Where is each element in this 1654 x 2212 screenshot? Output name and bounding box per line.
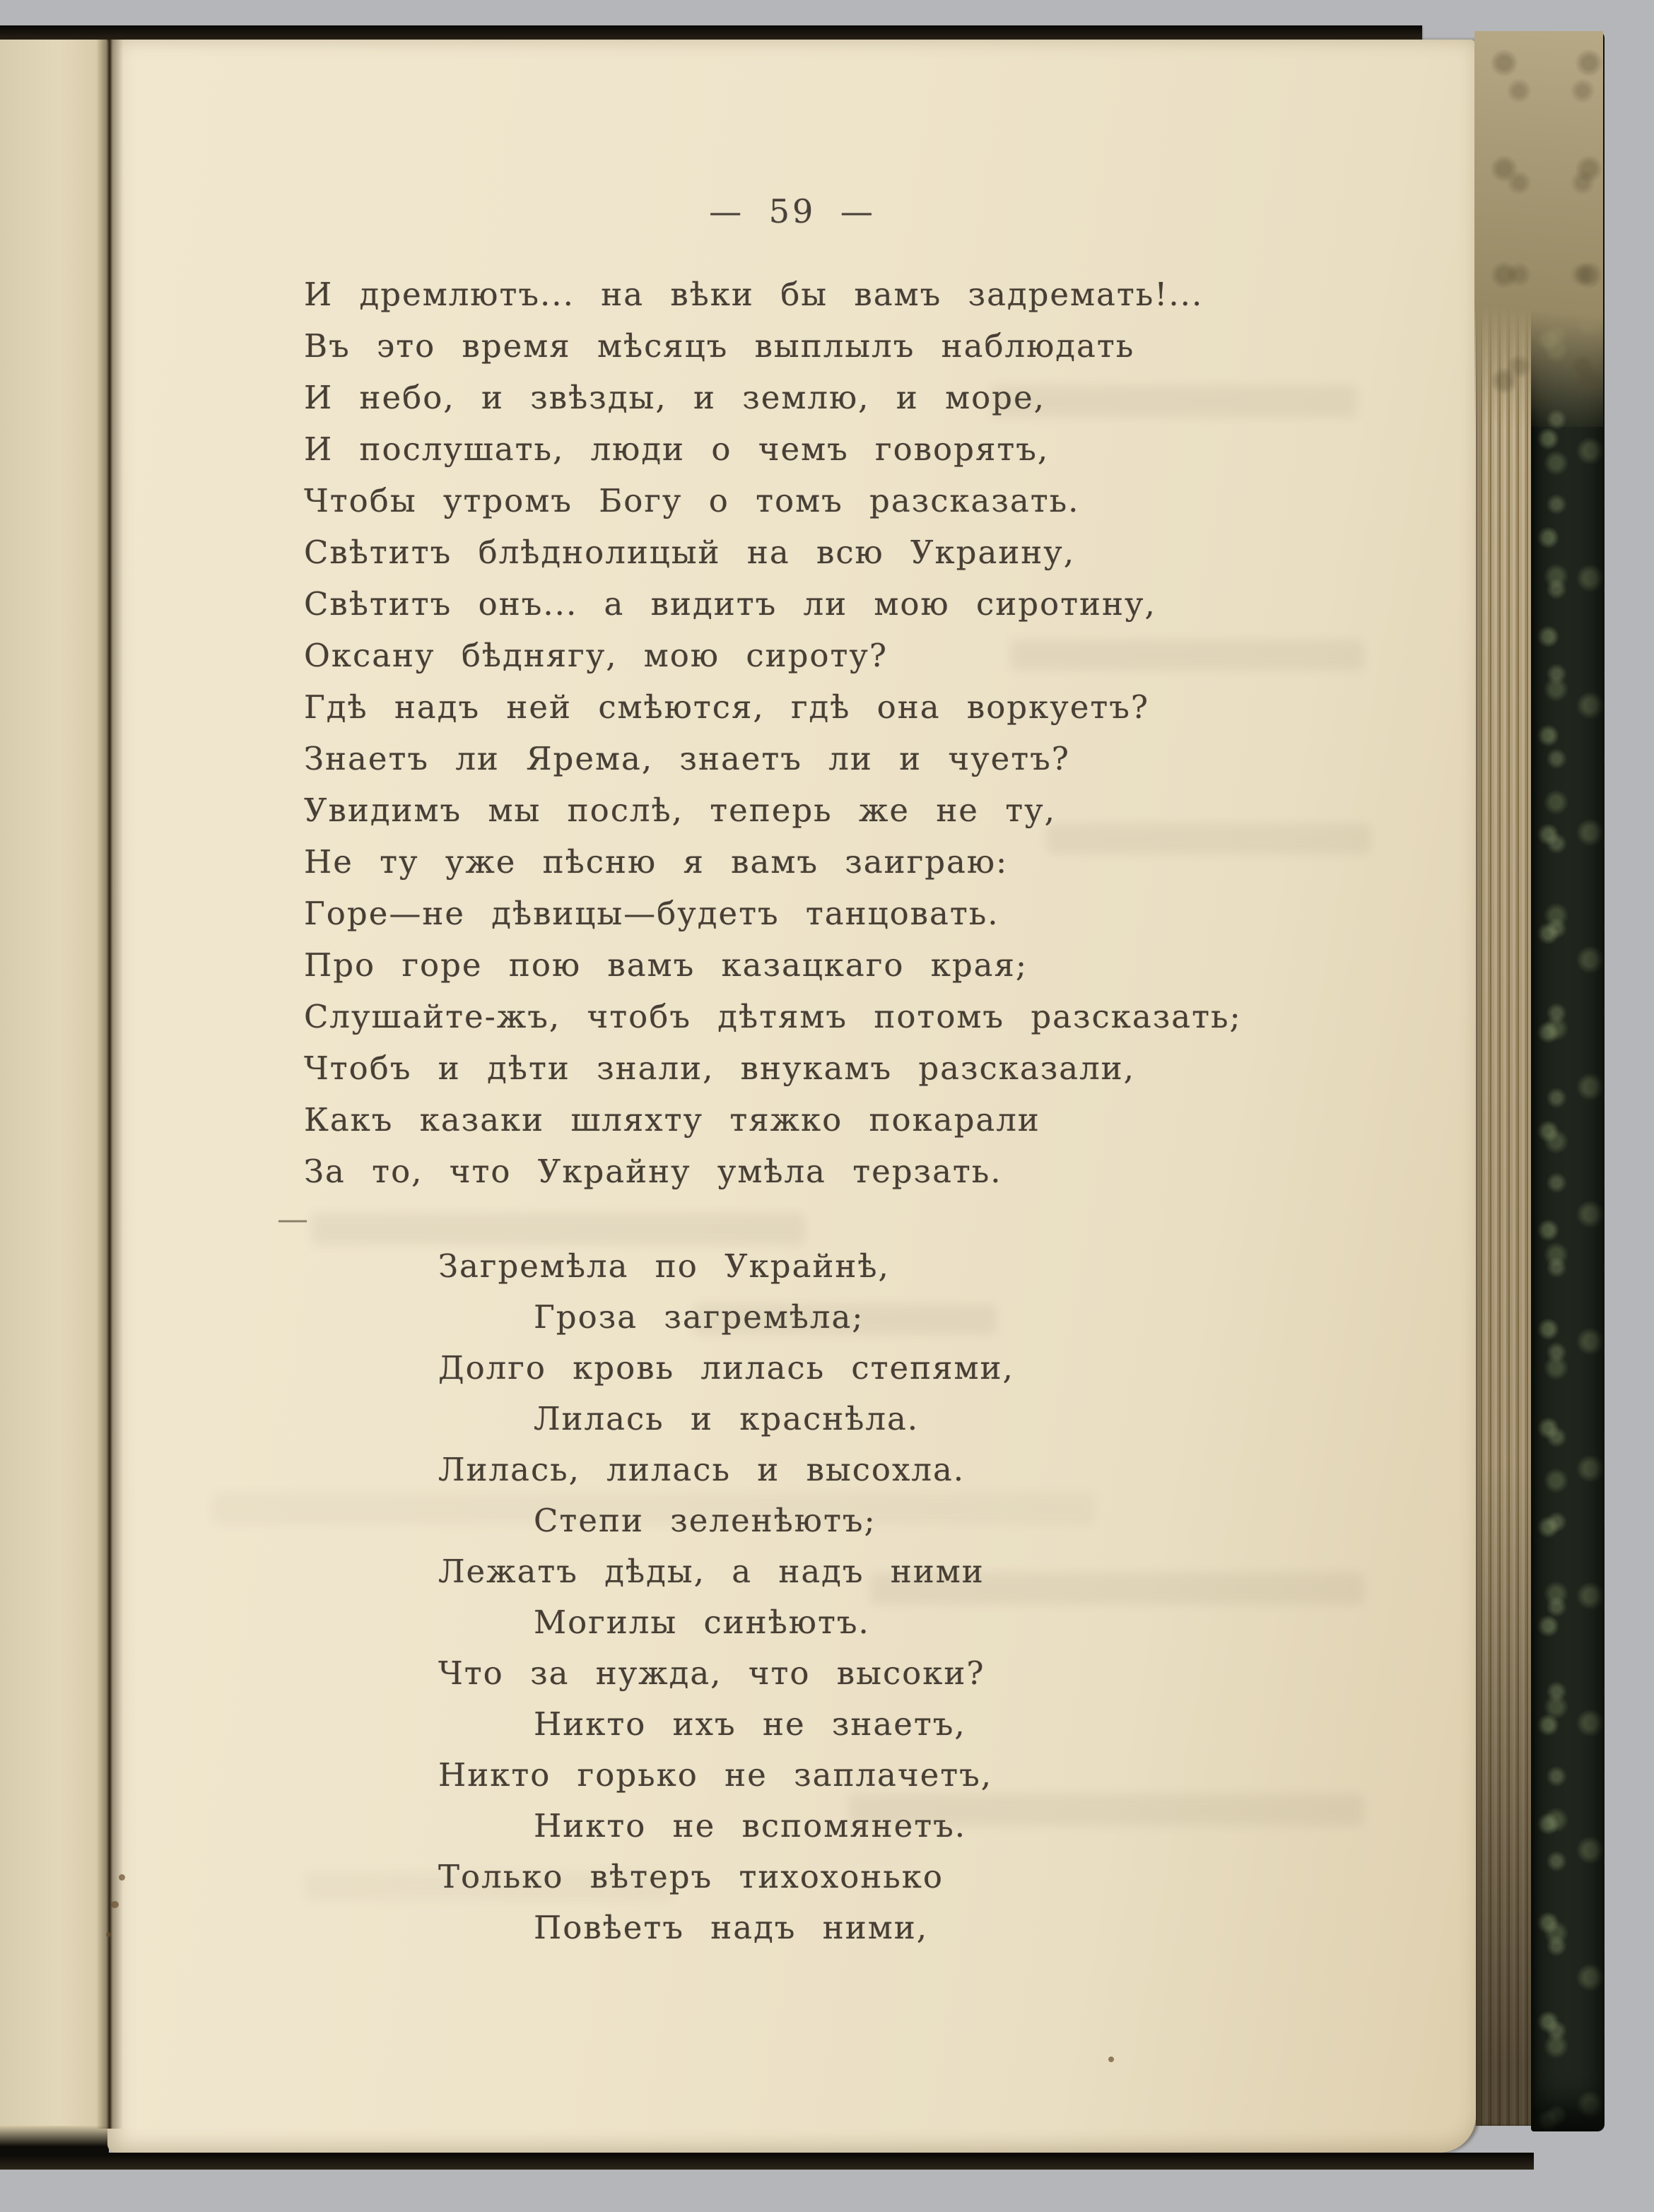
poem-line: Степи зеленѣютъ; bbox=[534, 1502, 876, 1539]
page-number: — 59 — bbox=[709, 192, 876, 230]
poem-line: Оксану бѣднягу, мою сироту? bbox=[304, 637, 888, 674]
poem-line: Долго кровь лилась степями, bbox=[438, 1349, 1014, 1387]
stanza-2 bbox=[438, 1241, 1014, 1953]
poem-line: Гдѣ надъ ней смѣются, гдѣ она воркуетъ? bbox=[304, 688, 1149, 726]
poem-line: И небо, и звѣзды, и землю, и море, bbox=[304, 379, 1045, 416]
poem-line: Въ это время мѣсяцъ выплылъ наблюдать bbox=[304, 327, 1135, 365]
separator-dash: — bbox=[277, 1201, 308, 1237]
paper-speck bbox=[106, 1932, 111, 1937]
cover-inner-corner bbox=[1474, 31, 1603, 427]
poem-line: Лилась, лилась и высохла. bbox=[438, 1451, 966, 1488]
poem-line: Что за нужда, что высоки? bbox=[438, 1654, 985, 1692]
poem-line: Гроза загремѣла; bbox=[534, 1298, 864, 1336]
paper-speck bbox=[119, 1874, 125, 1881]
book-bottom-edge-left bbox=[0, 2126, 109, 2155]
poem-line: Чтобъ и дѣти знали, внукамъ разсказали, bbox=[304, 1049, 1135, 1087]
book-bottom-edge bbox=[0, 2153, 1534, 2170]
poem-line: Только вѣтеръ тихохонько bbox=[438, 1858, 944, 1895]
poem-line: Про горе пою вамъ казацкаго края; bbox=[304, 946, 1028, 984]
poem-line: Какъ казаки шляхту тяжко покарали bbox=[304, 1101, 1040, 1139]
stanza-1 bbox=[304, 269, 1242, 1197]
poem-line: Лежатъ дѣды, а надъ ними bbox=[438, 1553, 985, 1590]
poem-line: Увидимъ мы послѣ, теперь же не ту, bbox=[304, 792, 1056, 829]
poem-line: Никто не вспомянетъ. bbox=[534, 1807, 967, 1845]
poem-line: Горе—не дѣвицы—будетъ танцовать. bbox=[304, 895, 999, 932]
poem-line: Лилась и краснѣла. bbox=[534, 1400, 920, 1437]
poem-line: Слушайте-жъ, чтобъ дѣтямъ потомъ разсказать; bbox=[304, 998, 1242, 1035]
poem-line: Никто ихъ не знаетъ, bbox=[534, 1705, 966, 1743]
poem-line: Не ту уже пѣсню я вамъ заиграю: bbox=[304, 843, 1009, 881]
gutter-shadow bbox=[96, 40, 123, 2129]
poem-line: Свѣтитъ блѣднолицый на всю Украину, bbox=[304, 534, 1076, 571]
poem-line: И дремлютъ... на вѣки бы вамъ задремать!... bbox=[304, 276, 1204, 313]
poem-line: Никто горько не заплачетъ, bbox=[438, 1756, 993, 1794]
paper-speck bbox=[1108, 2057, 1114, 2062]
poem-line: И послушать, люди о чемъ говорятъ, bbox=[304, 430, 1050, 468]
poem-line: Загремѣла по Украйнѣ, bbox=[438, 1247, 890, 1285]
poem-line: Свѣтитъ онъ... а видитъ ли мою сиротину, bbox=[304, 585, 1156, 623]
poem-line: Знаетъ ли Ярема, знаетъ ли и чуетъ? bbox=[304, 740, 1070, 777]
paper-speck bbox=[111, 1901, 119, 1908]
poem-line: Могилы синѣютъ. bbox=[534, 1604, 870, 1641]
poem-line: Повѣетъ надъ ними, bbox=[534, 1909, 929, 1946]
poem-line: Чтобы утромъ Богу о томъ разсказать. bbox=[304, 482, 1080, 519]
poem-line: За то, что Украйну умѣла терзать. bbox=[304, 1153, 1002, 1190]
previous-page-sliver bbox=[0, 40, 107, 2126]
book-top-edge bbox=[0, 25, 1422, 41]
